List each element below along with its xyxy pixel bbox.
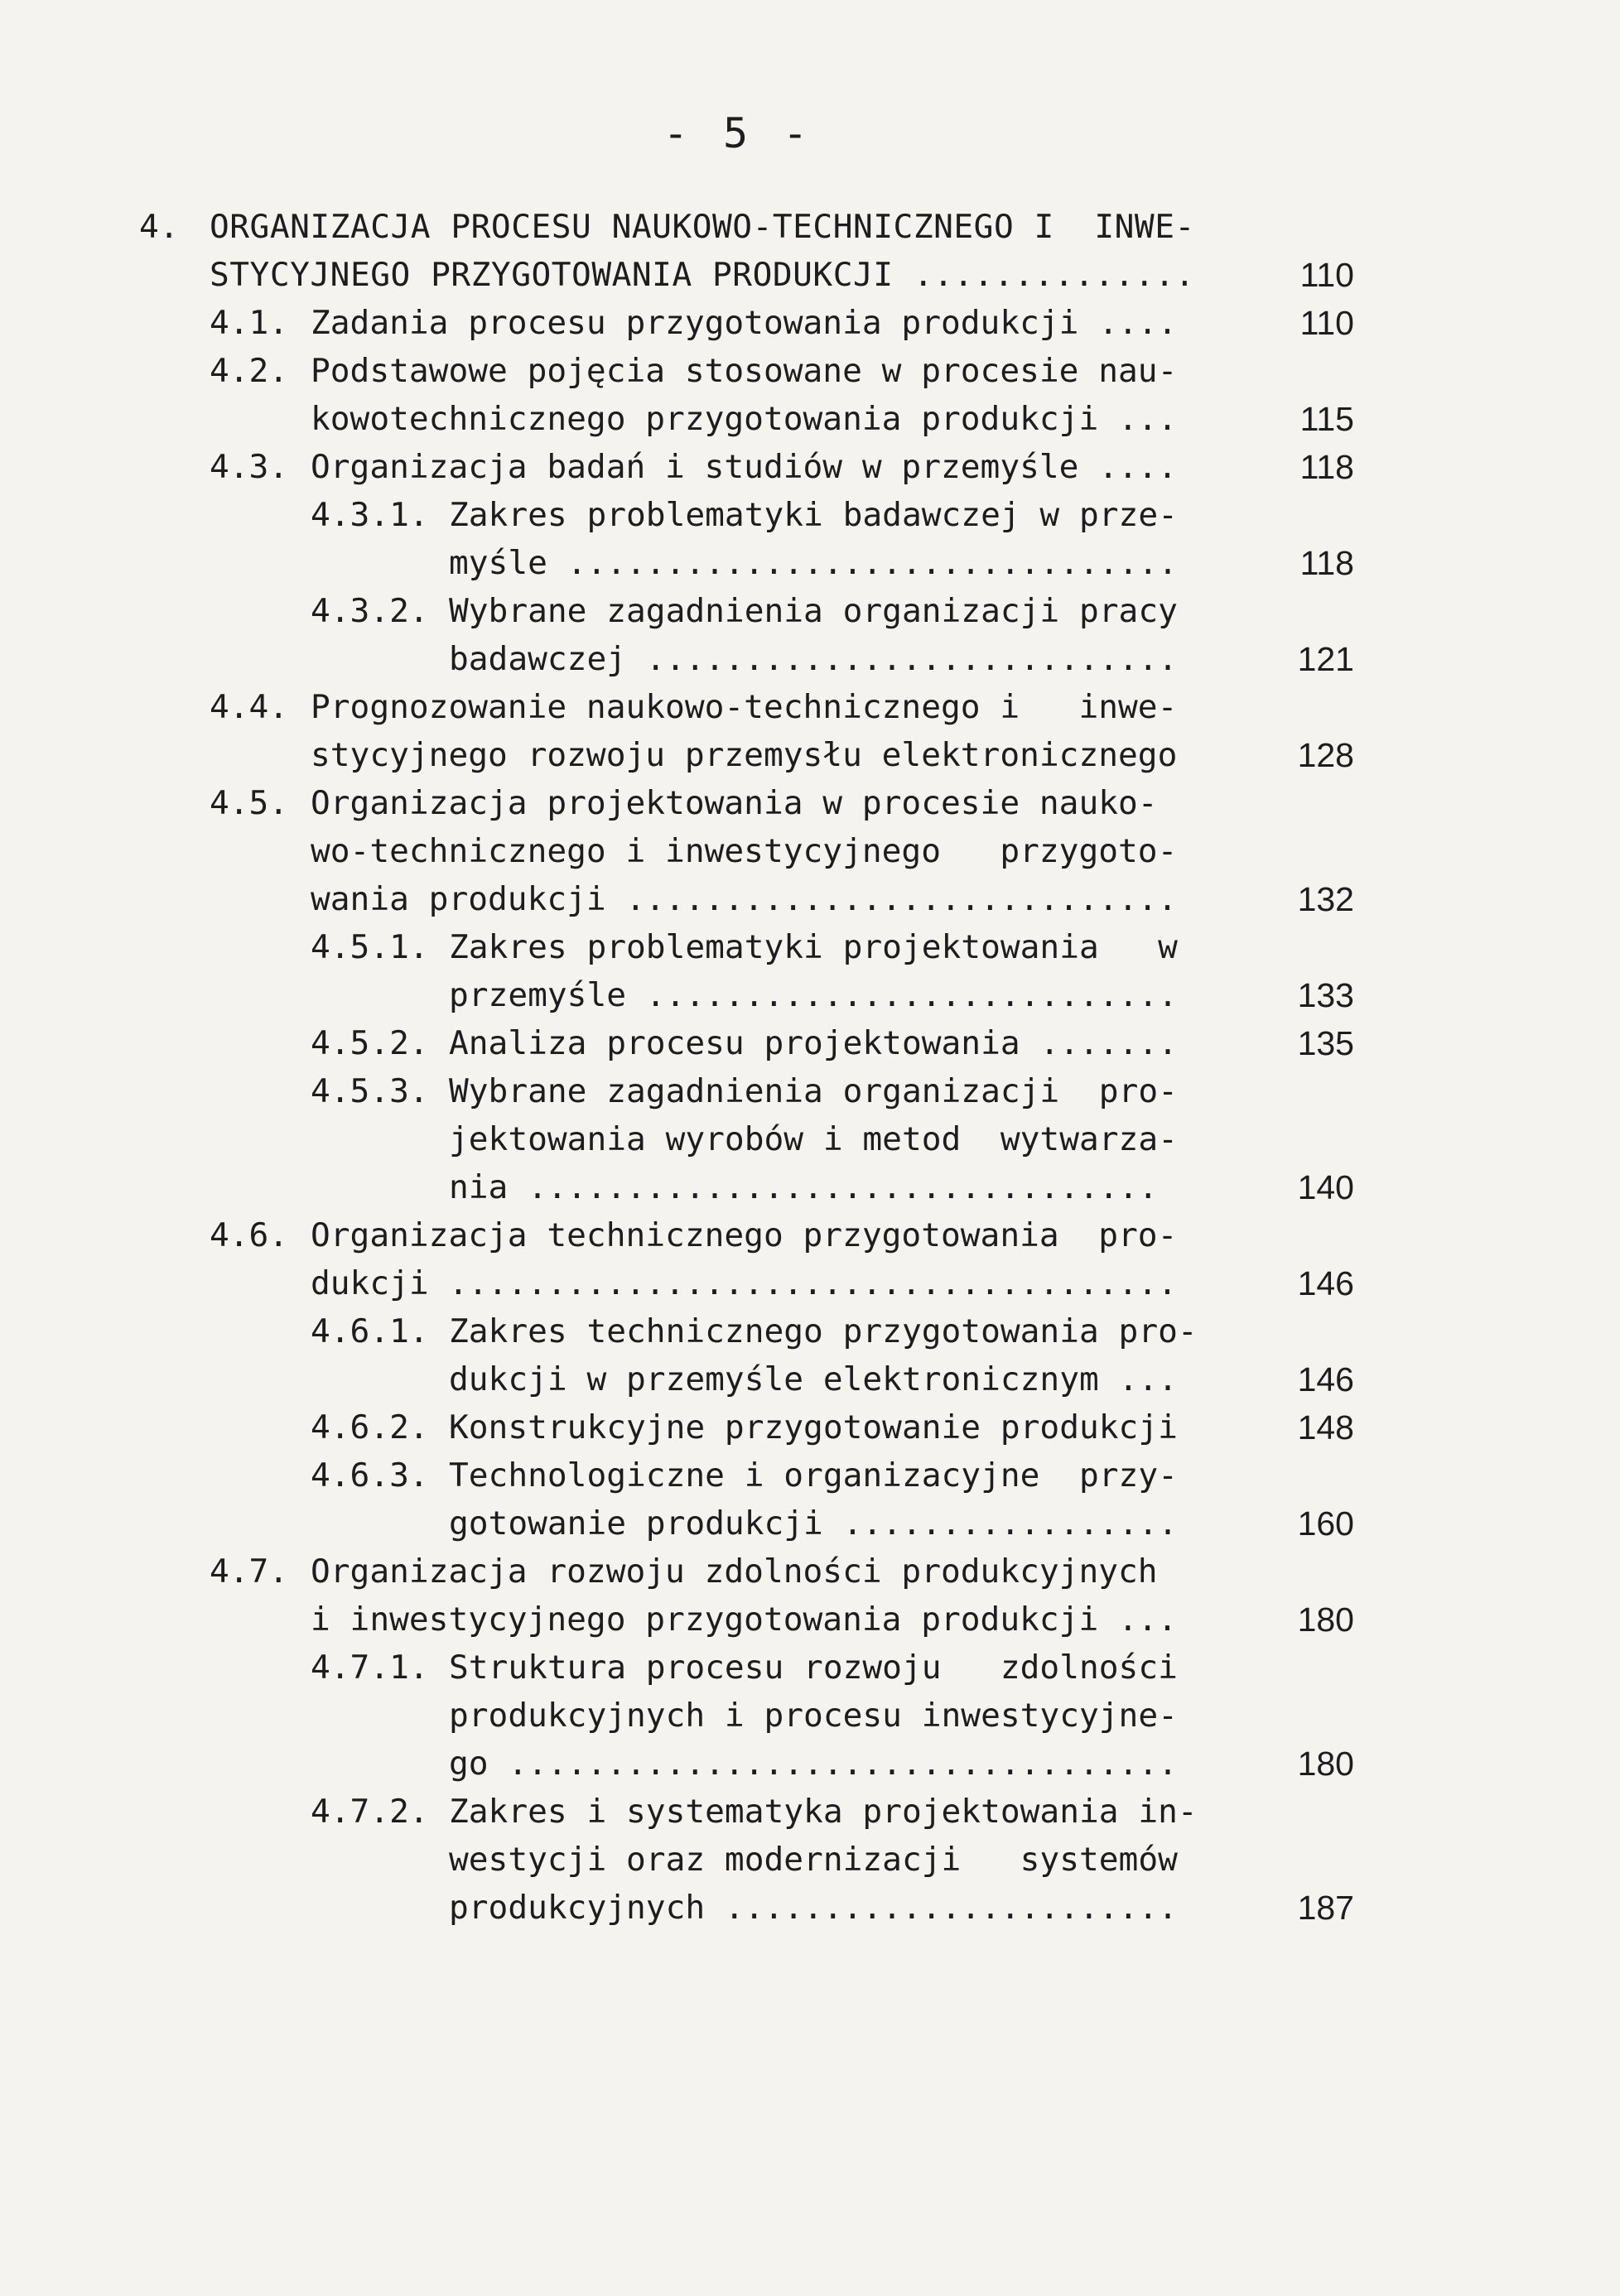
toc-entry-number: 4.2. [210, 352, 289, 390]
toc-entry-title: wania produkcji ............................ [311, 880, 1178, 918]
toc-entry-title: Wybrane zagadnienia organizacji pracy [449, 592, 1178, 630]
toc-line [0, 1067, 1178, 1115]
toc-entry-number: 4.7.1. [311, 1649, 429, 1687]
toc-line [0, 1115, 1178, 1163]
table-of-contents [0, 203, 1620, 2231]
toc-line [0, 779, 1158, 827]
toc-entry-title: Struktura procesu rozwoju zdolności [449, 1649, 1178, 1687]
toc-line [0, 1019, 1178, 1067]
toc-line [0, 251, 1195, 299]
toc-entry-title: Zadania procesu przygotowania produkcji .... [311, 304, 1178, 342]
toc-entry-title: badawczej ........................... [449, 640, 1178, 678]
toc-entry-title: westycji oraz modernizacji systemów [449, 1841, 1178, 1879]
toc-line [0, 1211, 1178, 1259]
toc-entry-title: produkcyjnych ....................... [449, 1889, 1178, 1927]
toc-entry-title: jektowania wyrobów i metod wytwarza- [449, 1120, 1178, 1158]
toc-entry-title: gotowanie produkcji ................. [449, 1504, 1178, 1543]
toc-page-number: 132 [1297, 880, 1354, 918]
toc-entry-title: go .................................. [449, 1745, 1178, 1783]
toc-line [0, 1259, 1178, 1307]
toc-entry-title: Wybrane zagadnienia organizacji pro- [449, 1072, 1178, 1110]
page-number: - 5 - [663, 109, 813, 157]
toc-page-number: 133 [1297, 976, 1354, 1014]
toc-line [0, 923, 1178, 971]
toc-entry-title: Zakres problematyki projektowania w [449, 928, 1178, 966]
toc-entry-title: Technologiczne i organizacyjne przy- [449, 1456, 1178, 1495]
toc-line [0, 1355, 1178, 1403]
toc-line [0, 587, 1178, 635]
toc-page-number: 146 [1297, 1360, 1354, 1398]
toc-entry-title: Zakres technicznego przygotowania pro- [449, 1312, 1198, 1350]
toc-line [0, 203, 1195, 251]
toc-entry-title: Konstrukcyjne przygotowanie produkcji [449, 1408, 1178, 1446]
toc-line [0, 1788, 1198, 1836]
toc-page-number: 118 [1299, 448, 1354, 486]
toc-entry-number: 4.4. [210, 688, 289, 726]
toc-line [0, 1884, 1178, 1932]
toc-line [0, 635, 1178, 683]
toc-entry-title: wo-technicznego i inwestycyjnego przygoto- [311, 832, 1178, 870]
toc-entry-title: Organizacja technicznego przygotowania pro- [311, 1216, 1178, 1254]
toc-entry-title: Zakres problematyki badawczej w prze- [449, 496, 1178, 534]
toc-line [0, 1740, 1178, 1788]
toc-line [0, 1548, 1158, 1596]
toc-line [0, 1499, 1178, 1548]
toc-page-number: 180 [1297, 1600, 1354, 1639]
toc-entry-title: ORGANIZACJA PROCESU NAUKOWO-TECHNICZNEGO I INWE- [210, 208, 1195, 246]
toc-entry-title: Podstawowe pojęcia stosowane w procesie nau- [311, 352, 1178, 390]
toc-entry-number: 4.6.2. [311, 1408, 429, 1446]
toc-page-number: 110 [1299, 304, 1354, 342]
toc-line [0, 395, 1178, 443]
toc-page-number: 146 [1297, 1264, 1354, 1302]
toc-entry-title: dukcji w przemyśle elektronicznym ... [449, 1360, 1178, 1398]
toc-line [0, 347, 1178, 395]
toc-page-number: 128 [1297, 736, 1354, 774]
toc-line [0, 1836, 1178, 1884]
toc-entry-title: Organizacja rozwoju zdolności produkcyjnych [311, 1552, 1158, 1591]
toc-page-number: 187 [1297, 1889, 1354, 1927]
toc-entry-title: przemyśle ........................... [449, 976, 1178, 1014]
toc-page-number: 121 [1297, 640, 1354, 678]
toc-entry-title: dukcji ..................................... [311, 1264, 1178, 1302]
toc-entry-title: produkcyjnych i procesu inwestycyjne- [449, 1697, 1178, 1735]
toc-entry-number: 4.3.2. [311, 592, 429, 630]
toc-entry-title: STYCYJNEGO PRZYGOTOWANIA PRODUKCJI .............. [210, 256, 1195, 294]
toc-line [0, 1403, 1178, 1451]
toc-line [0, 1451, 1178, 1499]
toc-line [0, 1163, 1159, 1211]
toc-entry-number: 4.5.1. [311, 928, 429, 966]
toc-line [0, 683, 1178, 731]
toc-entry-title: stycyjnego rozwoju przemysłu elektronicznego [311, 736, 1178, 774]
toc-page-number: 160 [1297, 1504, 1354, 1543]
toc-entry-title: Organizacja badań i studiów w przemyśle .... [311, 448, 1178, 486]
toc-line [0, 731, 1178, 779]
toc-page-number: 135 [1297, 1024, 1354, 1062]
toc-line [0, 875, 1178, 923]
toc-line [0, 1596, 1178, 1644]
toc-page-number: 140 [1297, 1168, 1354, 1206]
toc-entry-number: 4.3.1. [311, 496, 429, 534]
toc-page-number: 110 [1299, 256, 1354, 294]
toc-line [0, 1692, 1178, 1740]
toc-line [0, 491, 1178, 539]
toc-entry-title: i inwestycyjnego przygotowania produkcji ... [311, 1600, 1178, 1639]
toc-line [0, 971, 1178, 1019]
toc-entry-number: 4.5. [210, 784, 289, 822]
toc-entry-number: 4.1. [210, 304, 289, 342]
toc-entry-title: Analiza procesu projektowania ....... [449, 1024, 1178, 1062]
toc-entry-title: Zakres i systematyka projektowania in- [449, 1793, 1198, 1831]
toc-entry-number: 4.7.2. [311, 1793, 429, 1831]
toc-entry-number: 4.6. [210, 1216, 289, 1254]
toc-entry-number: 4.3. [210, 448, 289, 486]
toc-page-number: 148 [1297, 1408, 1354, 1446]
toc-line [0, 299, 1178, 347]
toc-line [0, 1307, 1198, 1355]
toc-page-number: 180 [1297, 1745, 1354, 1783]
toc-line [0, 827, 1178, 875]
toc-entry-title: nia ................................ [449, 1168, 1159, 1206]
toc-page-number: 118 [1299, 544, 1354, 582]
toc-page-number: 115 [1299, 400, 1354, 438]
toc-entry-number: 4. [139, 208, 180, 246]
toc-line [0, 443, 1178, 491]
toc-entry-title: kowotechnicznego przygotowania produkcji ... [311, 400, 1178, 438]
toc-entry-number: 4.7. [210, 1552, 289, 1591]
toc-entry-number: 4.5.3. [311, 1072, 429, 1110]
toc-entry-number: 4.6.3. [311, 1456, 429, 1495]
toc-entry-number: 4.5.2. [311, 1024, 429, 1062]
toc-entry-title: Organizacja projektowania w procesie nauko- [311, 784, 1158, 822]
toc-line [0, 1644, 1178, 1692]
toc-line [0, 539, 1178, 587]
toc-entry-title: Prognozowanie naukowo-technicznego i inwe- [311, 688, 1178, 726]
toc-entry-number: 4.6.1. [311, 1312, 429, 1350]
toc-entry-title: myśle ............................... [449, 544, 1178, 582]
